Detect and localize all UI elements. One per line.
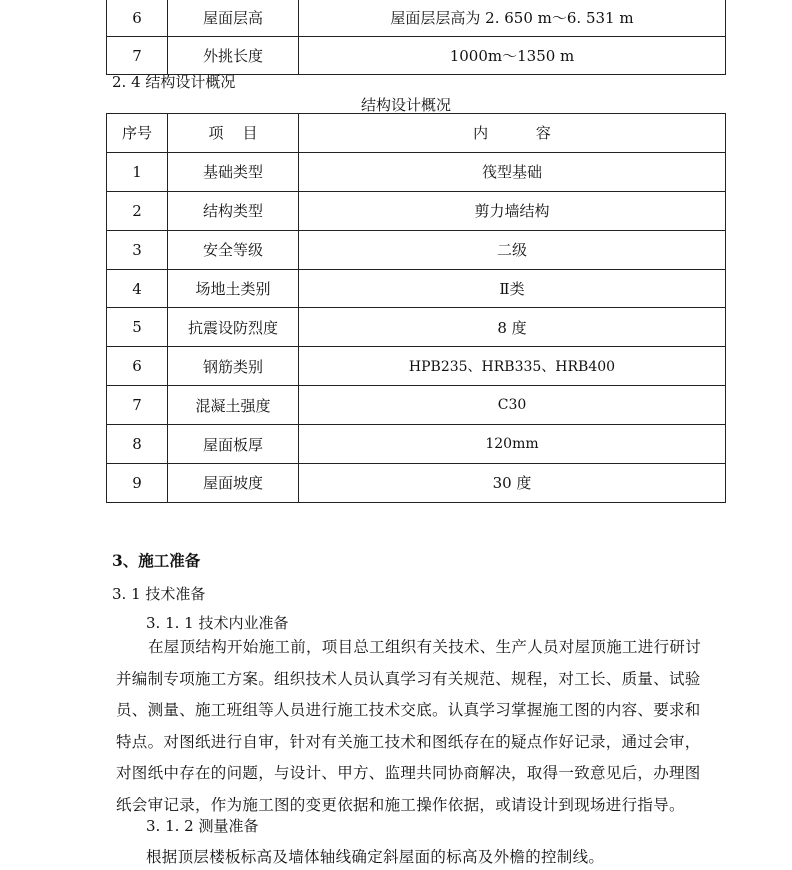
table-row [107, 269, 726, 308]
table-row [107, 386, 726, 425]
row-content: 二级 [299, 230, 726, 269]
row-content: Ⅱ类 [299, 269, 726, 308]
row-number: 2 [107, 191, 168, 230]
row-item: 屋面层高 [168, 0, 299, 37]
table-row [107, 37, 726, 75]
row-content: HPB235、HRB335、HRB400 [299, 347, 726, 386]
row-content: 屋面层层高为 2. 650 m～6. 531 m [299, 0, 726, 37]
row-number: 1 [107, 152, 168, 191]
row-number: 7 [107, 386, 168, 425]
row-number: 3 [107, 230, 168, 269]
section-heading-3: 3、施工准备 [112, 551, 201, 570]
row-item: 混凝土强度 [168, 386, 299, 425]
subsection-heading-3-1-1: 3. 1. 1 技术内业准备 [146, 614, 289, 632]
row-number: 4 [107, 269, 168, 308]
row-number: 8 [107, 425, 168, 464]
subsection-heading-3-1-2: 3. 1. 2 测量准备 [146, 817, 259, 835]
table-row [107, 191, 726, 230]
table-row [107, 425, 726, 464]
subsection-heading-3-1: 3. 1 技术准备 [112, 585, 206, 603]
row-item: 屋面坡度 [168, 464, 299, 503]
table-row [107, 347, 726, 386]
section-heading-2-4: 2. 4 结构设计概况 [112, 73, 236, 91]
header-content: 内 容 [299, 114, 726, 153]
paragraph-line: 纸会审记录，作为施工图的变更依据和施工操作依据，或请设计到现场进行指导。 [116, 795, 685, 814]
table-row [107, 308, 726, 347]
row-content: 筏型基础 [299, 152, 726, 191]
structure-design-table [106, 113, 726, 503]
paragraph-line: 对图纸中存在的问题，与设计、甲方、监理共同协商解决，取得一致意见后，办理图 [116, 764, 701, 783]
row-item: 抗震设防烈度 [168, 308, 299, 347]
table-row [107, 464, 726, 503]
row-content: C30 [299, 386, 726, 425]
row-content: 30 度 [299, 464, 726, 503]
row-item: 结构类型 [168, 191, 299, 230]
row-content: 剪力墙结构 [299, 191, 726, 230]
table-row [107, 230, 726, 269]
row-number: 5 [107, 308, 168, 347]
paragraph-line: 在屋顶结构开始施工前，项目总工组织有关技术、生产人员对屋顶施工进行研讨 [148, 638, 702, 656]
row-number: 7 [107, 37, 168, 75]
row-item: 屋面板厚 [168, 425, 299, 464]
row-item: 场地土类别 [168, 269, 299, 308]
row-content: 8 度 [299, 308, 726, 347]
building-overview-table-continued [106, 0, 726, 75]
paragraph-line: 员、测量、施工班组等人员进行施工技术交底。认真学习掌握施工图的内容、要求和 [116, 701, 701, 720]
row-item: 钢筋类别 [168, 347, 299, 386]
header-number: 序号 [107, 114, 168, 153]
row-item: 基础类型 [168, 152, 299, 191]
table-row [107, 0, 726, 37]
table-header-row [107, 114, 726, 153]
paragraph-technical-preparation [116, 632, 716, 822]
header-item: 项 目 [168, 114, 299, 153]
row-item: 外挑长度 [168, 37, 299, 75]
paragraph-line: 特点。对图纸进行自审，针对有关施工技术和图纸存在的疑点作好记录，通过会审， [116, 732, 701, 751]
table-caption: 结构设计概况 [360, 96, 451, 114]
paragraph-survey-preparation: 根据顶层楼板标高及墙体轴线确定斜屋面的标高及外檐的控制线。 [146, 848, 605, 866]
paragraph-line: 并编制专项施工方案。组织技术人员认真学习有关规范、规程，对工长、质量、试验 [116, 669, 701, 688]
row-number: 6 [107, 347, 168, 386]
row-content: 1000m～1350 m [299, 37, 726, 75]
row-number: 6 [107, 0, 168, 37]
row-number: 9 [107, 464, 168, 503]
row-content: 120mm [299, 425, 726, 464]
row-item: 安全等级 [168, 230, 299, 269]
table-row [107, 152, 726, 191]
